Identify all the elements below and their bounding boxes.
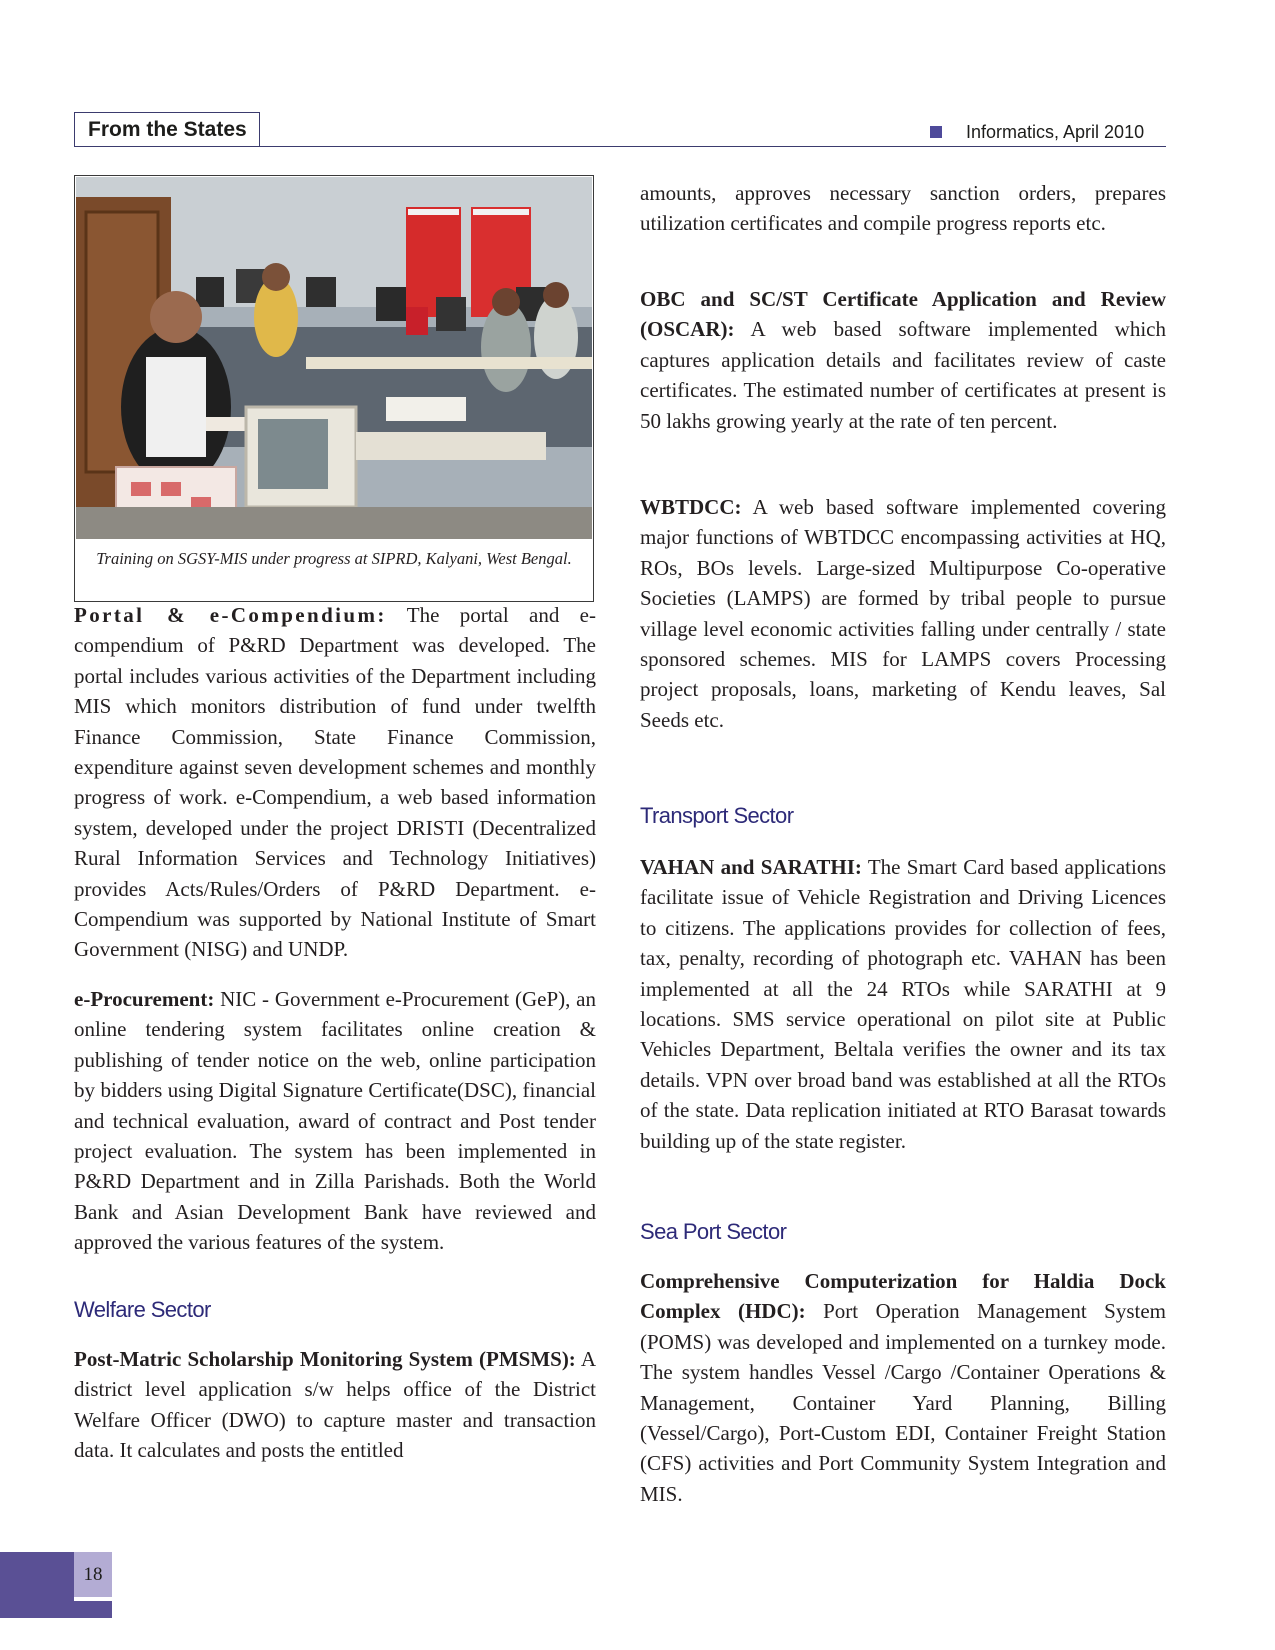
vahan-paragraph: [640, 852, 1166, 1156]
training-photo: [76, 177, 592, 539]
wbtdcc-text: A web based software implemented covering major functions of WBTDCC encompassing activities at HQ, ROs, BOs levels. Large-sized Multipurpose Co-operative Societies (LAMPS) are formed by tribal people to pursue village level economic activities falling under centrally / state sponsored schemes. MIS for LAMPS covers Processing project proposals, loans, marketing of Kendu leaves, Sal Seeds etc.: [640, 495, 1166, 732]
seaport-heading: Sea Port Sector: [640, 1219, 787, 1244]
vahan-text: The Smart Card based applications facilitate issue of Vehicle Registration and Driving Licences to citizens. The applications provides for collection of fees, tax, penalty, recording of photograph etc. VAHAN has been implemented at all the 24 RTOs while SARATHI at 9 locations. SMS service operational on pilot site at Public Vehicles Department, Beltala verifies the owner and its tax details. VPN over broad band was established at all the RTOs of the state. Data replication initiated at RTO Barasat towards building up of the state register.: [640, 855, 1166, 1153]
pmsms-text: A district level application s/w helps office of the District Welfare Officer (DWO) to capture master and transaction data. It calculates and posts the entitled: [74, 1347, 596, 1463]
wbtdcc-title: WBTDCC:: [640, 495, 742, 519]
oscar-title: OBC and SC/ST Certificate Application and Review (OSCAR):: [640, 287, 1166, 342]
photo-figure: [74, 175, 594, 602]
header-square-icon: [930, 126, 942, 138]
pmsms-continuation: amounts, approves necessary sanction orders, prepares utilization certificates and compile progress reports etc.: [640, 181, 1166, 236]
folio-bar: [0, 1552, 74, 1618]
wbtdcc-paragraph: [640, 492, 1166, 735]
photo-caption: Training on SGSY-MIS under progress at SIPRD, Kalyani, West Bengal.: [96, 549, 572, 568]
welfare-heading: Welfare Sector: [74, 1297, 211, 1322]
hdc-paragraph: [640, 1266, 1166, 1509]
hdc-title: Comprehensive Computerization for Haldia Dock Complex (HDC):: [640, 1269, 1166, 1324]
folio-tick: [74, 1601, 112, 1618]
transport-heading: Transport Sector: [640, 803, 794, 828]
oscar-paragraph: [640, 284, 1166, 436]
portal-paragraph: [74, 600, 596, 965]
eprocurement-text: NIC - Government e-Procurement (GeP), an online tendering system facilitates online creation & publishing of tender notice on the web, online participation by bidders using Digital Signature Certificate(DSC), financial and technical evaluation, award of contract and Post tender project evaluation. The system has been implemented in P&RD Department and in Zilla Parishads. Both the World Bank and Asian Development Bank have reviewed and approved the various features of the system.: [74, 987, 596, 1255]
oscar-text: A web based software implemented which captures application details and facilitates review of caste certificates. The estimated number of certificates at present is 50 lakhs growing yearly at the rate of ten percent.: [640, 317, 1166, 433]
header-rule: [74, 146, 1166, 147]
pmsms-paragraph: [74, 1344, 596, 1466]
portal-title: Portal & e-Compendium:: [74, 603, 387, 627]
hdc-text: Port Operation Management System (POMS) was developed and implemented on a turnkey mode. The system handles Vessel /Cargo /Container Operations & Management, Container Yard Planning, Billing (Vessel/Cargo), Port-Custom EDI, Container Freight Station (CFS) activities and Port Community System Integration and MIS.: [640, 1299, 1166, 1506]
page-number: 18: [74, 1552, 112, 1597]
eprocurement-title: e-Procurement:: [74, 987, 215, 1011]
pmsms-title: Post-Matric Scholarship Monitoring System (PMSMS):: [74, 1347, 576, 1371]
section-label: From the States: [74, 112, 260, 146]
portal-text: The portal and e-compendium of P&RD Department was developed. The portal includes various activities of the Department including MIS which monitors distribution of fund under twelfth Finance Commission, State Finance Commission, expenditure against seven development schemes and monthly progress of work. e-Compendium, a web based information system, developed under the project DRISTI (Decentralized Rural Information Services and Technology Initiatives) provides Acts/Rules/Orders of P&RD Department. e-Compendium was supported by National Institute of Smart Government (NISG) and UNDP.: [74, 603, 597, 962]
vahan-title: VAHAN and SARATHI:: [640, 855, 862, 879]
eprocurement-paragraph: [74, 984, 596, 1258]
issue-label: Informatics, April 2010: [966, 122, 1145, 142]
